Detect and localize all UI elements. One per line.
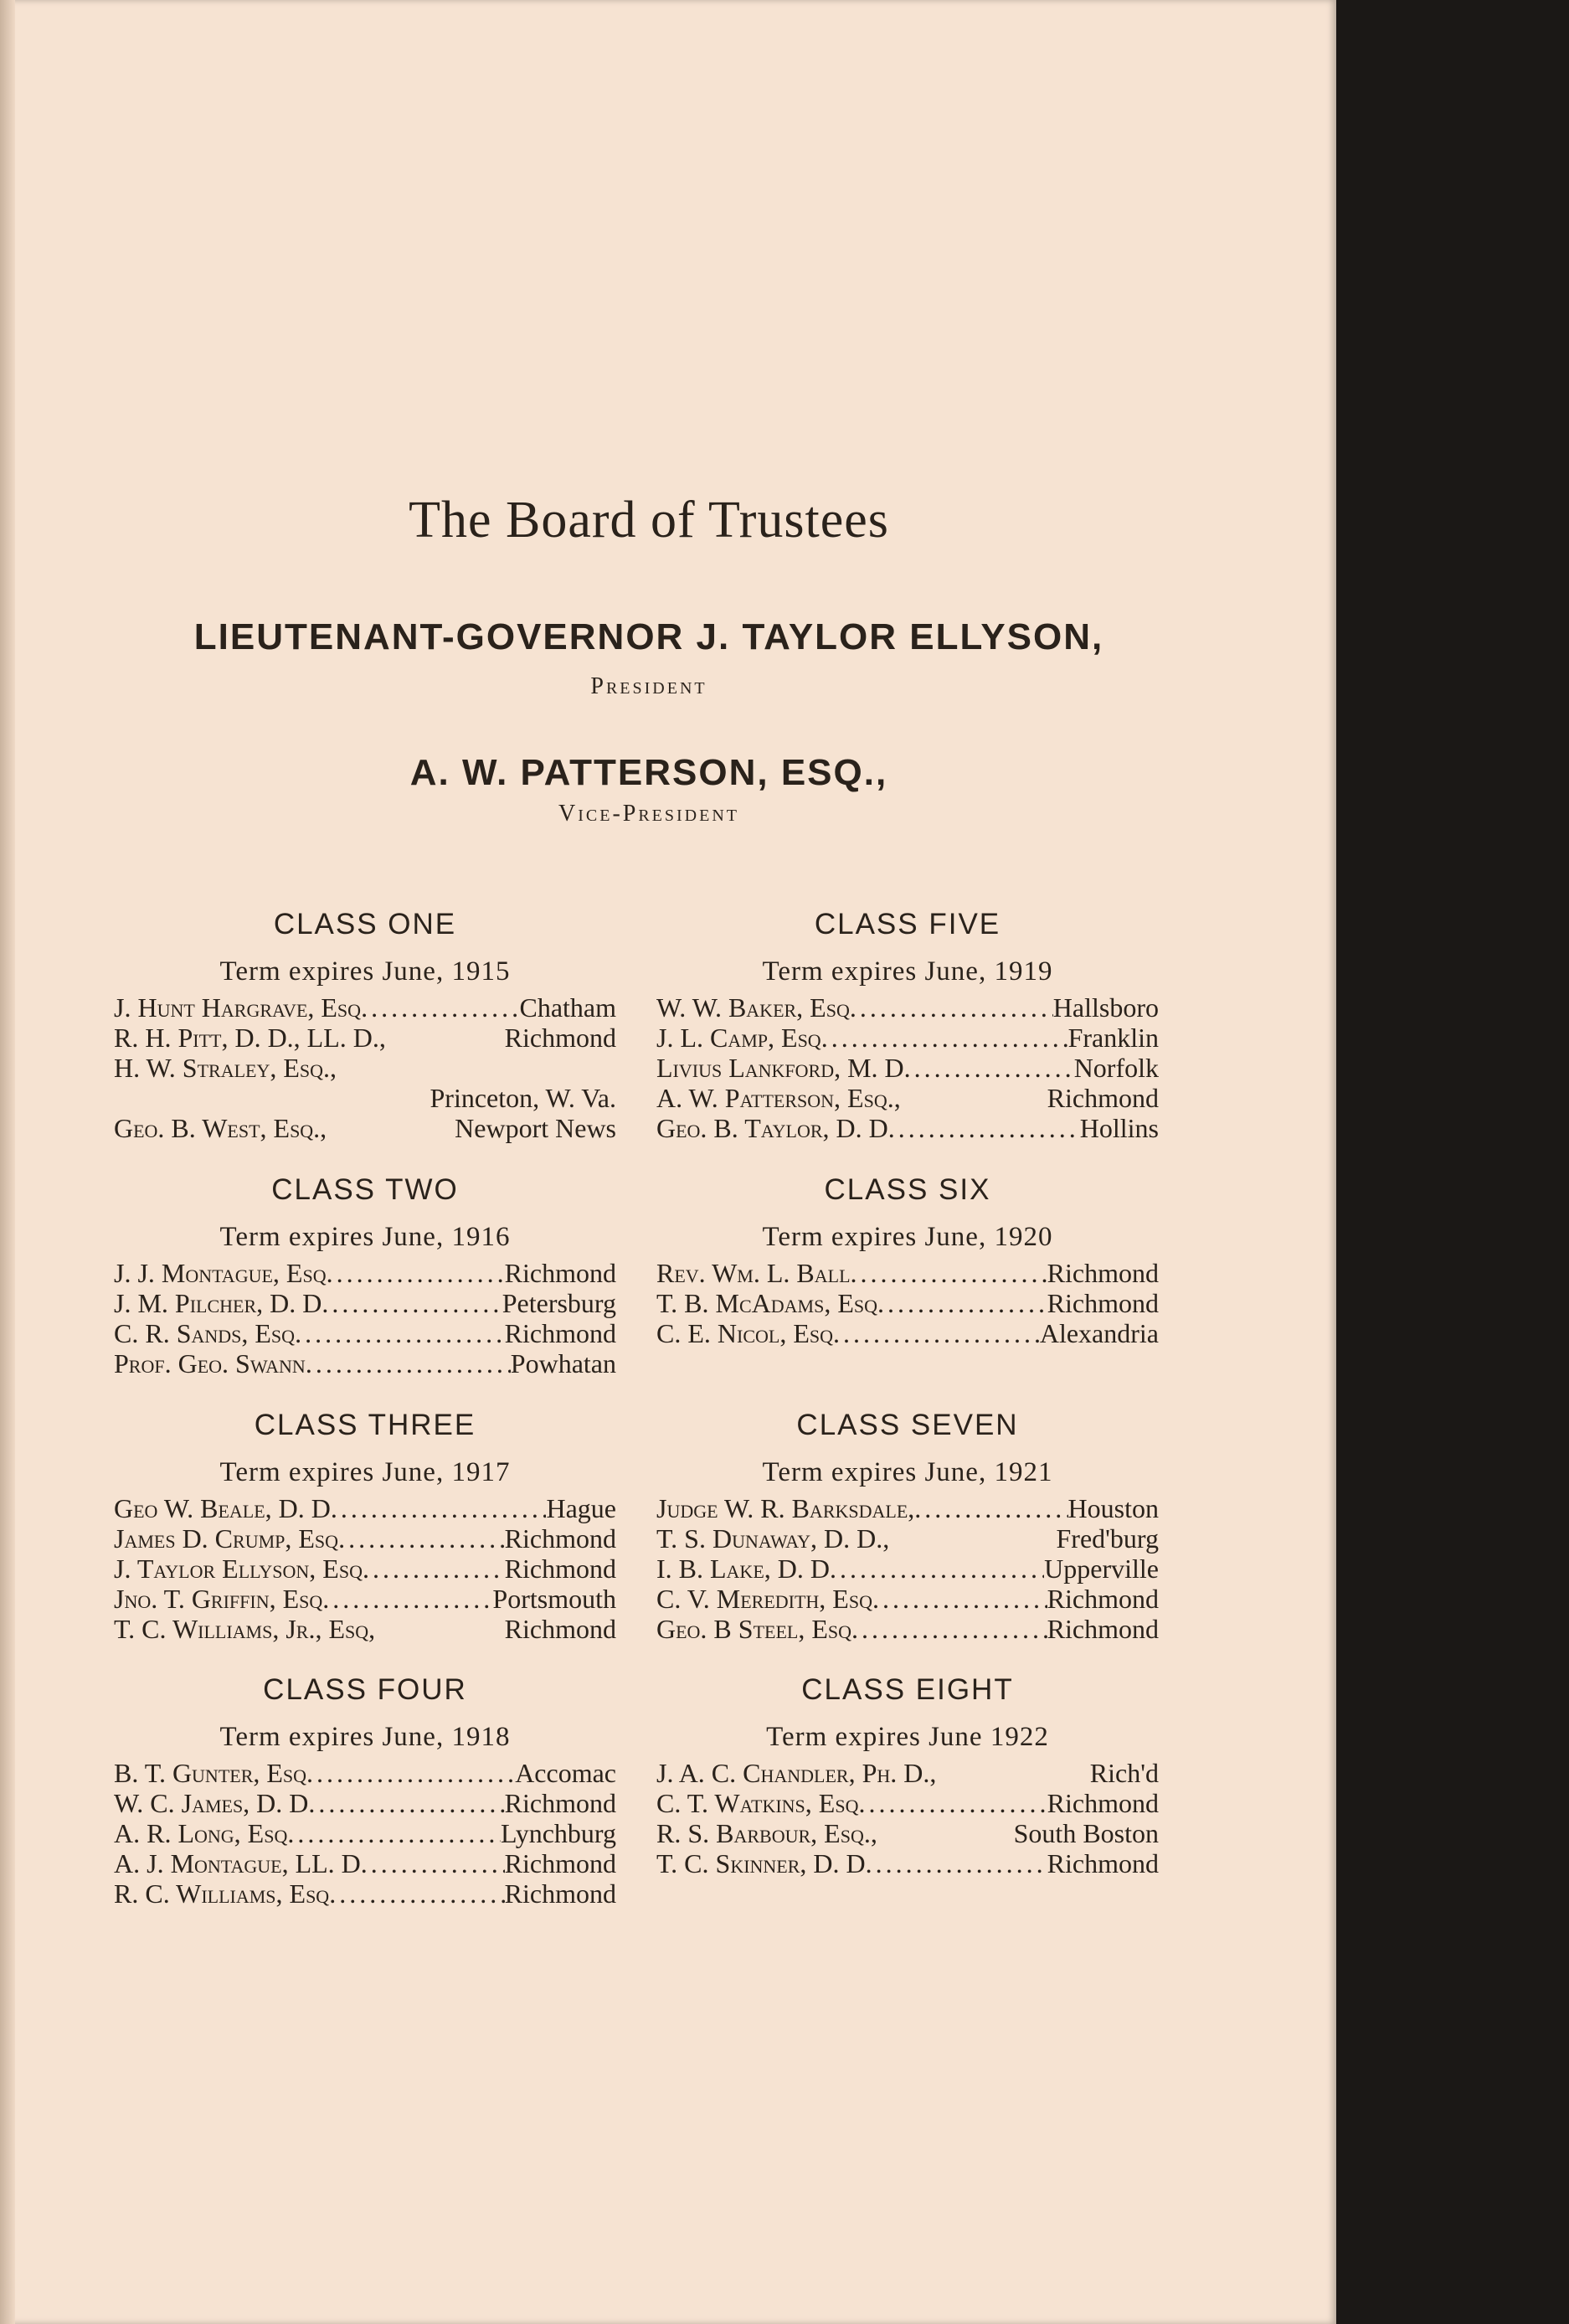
trustee-class [656,1172,1159,1348]
trustee-place: Norfolk [1073,1053,1159,1083]
trustee-entry [114,1258,616,1288]
trustee-entry [114,1848,616,1878]
class-term: Term expires June 1922 [766,1722,1049,1752]
trustee-entry [656,1758,1159,1788]
trustee-name: C. T. Watkins, Esq [656,1788,859,1818]
president-name: LIEUTENANT-GOVERNOR J. TAYLOR ELLYSON, [193,616,1104,657]
class-term: Term expires June, 1918 [219,1722,511,1752]
trustee-place: Princeton, W. Va. [430,1083,616,1113]
trustee-entry [656,1818,1159,1848]
leader-dots [833,1318,1040,1348]
trustee-name: J. M. Pilcher, D. D [114,1288,322,1318]
leader-dots [877,1288,1047,1318]
entry-spacer [386,1023,505,1053]
trustee-entry [656,992,1159,1023]
trustee-name: T. C. Williams, Jr., Esq, [114,1614,376,1644]
trustee-entry [656,1614,1159,1644]
leader-dots [361,992,519,1023]
trustee-name: C. R. Sands, Esq [114,1318,296,1348]
entry-spacer [375,1614,505,1644]
trustee-place: Hague [546,1493,616,1523]
trustee-entry [114,1584,616,1614]
trustee-place: Richmond [504,1614,616,1644]
trustee-place: Rich'd [1089,1758,1159,1788]
trustee-entry [114,1023,616,1053]
class-term: Term expires June, 1920 [762,1222,1053,1252]
trustee-class [114,1172,616,1378]
trustee-entry [114,1758,616,1788]
class-heading: CLASS FOUR [263,1673,467,1706]
leader-dots [306,1348,511,1378]
trustee-entry [656,1023,1159,1053]
leader-dots [295,1318,505,1348]
trustee-name: Geo. B Steel, Esq [656,1614,851,1644]
trustee-entry [656,1318,1159,1348]
trustee-entry [656,1083,1159,1113]
trustee-entry [656,1788,1159,1818]
trustee-place: Houston [1067,1493,1159,1523]
trustee-place: Richmond [1047,1848,1159,1878]
trustee-entry [114,1554,616,1584]
trustee-place: Hollins [1079,1113,1159,1143]
trustee-entry [114,1788,616,1818]
trustee-name: Jno. T. Griffin, Esq [114,1584,323,1614]
entry-spacer [889,1523,1056,1554]
trustee-name: R. H. Pitt, D. D., LL. D., [114,1023,386,1053]
trustee-class [114,1672,616,1909]
leader-dots [338,1523,505,1554]
leader-dots [308,1788,504,1818]
trustee-name: C. E. Nicol, Esq [656,1318,833,1348]
vice-president-role: Vice-President [558,801,739,827]
leader-dots [888,1113,1080,1143]
trustee-place: Alexandria [1039,1318,1159,1348]
trustee-class [656,907,1159,1143]
entry-spacer [337,1053,616,1083]
leader-dots [331,1493,547,1523]
trustee-entry [656,1053,1159,1083]
class-heading: CLASS SEVEN [796,1409,1019,1441]
trustee-entry [656,1848,1159,1878]
trustee-place: Hallsboro [1052,992,1159,1023]
trustee-place: Richmond [504,1554,616,1584]
trustee-place: Richmond [504,1318,616,1348]
entry-spacer [936,1758,1089,1788]
trustee-name: C. V. Meredith, Esq [656,1584,872,1614]
trustee-name: A. W. Patterson, Esq., [656,1083,901,1113]
trustee-entry [114,1523,616,1554]
trustee-entry [114,1083,616,1113]
trustee-entry [114,1053,616,1083]
leader-dots [329,1878,504,1909]
entry-spacer [901,1083,1047,1113]
trustee-name: Geo W. Beale, D. D [114,1493,331,1523]
vice-president-name: A. W. PATTERSON, ESQ., [409,752,888,793]
trustee-name: Geo. B. Taylor, D. D [656,1113,888,1143]
trustee-entry [114,1113,616,1143]
trustee-place: South Boston [1013,1818,1159,1848]
trustee-place: Richmond [1047,1288,1159,1318]
trustee-name: A. R. Long, Esq [114,1818,288,1848]
trustee-entry [656,1554,1159,1584]
trustee-class [656,1408,1159,1644]
trustee-entry [656,1523,1159,1554]
trustee-entry [114,1348,616,1378]
trustee-entry [656,1258,1159,1288]
trustee-name: J. Taylor Ellyson, Esq [114,1554,363,1584]
trustee-name: James D. Crump, Esq [114,1523,339,1554]
leader-dots [287,1818,501,1848]
trustee-place: Richmond [504,1878,616,1909]
leader-dots [322,1584,492,1614]
leader-dots [866,1848,1047,1878]
page-edge [0,0,15,2324]
trustee-place: Richmond [504,1788,616,1818]
trustee-entry [656,1288,1159,1318]
trustee-class [114,907,616,1143]
leader-dots [851,1614,1047,1644]
trustee-place: Lynchburg [500,1818,616,1848]
class-heading: CLASS THREE [254,1409,476,1441]
leader-dots [830,1554,1044,1584]
trustee-place: Richmond [504,1023,616,1053]
trustee-name: Judge W. R. Barksdale, [656,1493,915,1523]
trustee-name: Geo. B. West, Esq., [114,1113,327,1143]
trustee-name: H. W. Straley, Esq., [114,1053,337,1083]
trustee-class [114,1408,616,1644]
trustee-entry [656,1493,1159,1523]
trustee-place: Richmond [1047,1788,1159,1818]
class-heading: CLASS FIVE [814,908,1001,940]
trustee-name: W. C. James, D. D [114,1788,309,1818]
trustee-place: Richmond [504,1848,616,1878]
leader-dots [361,1848,505,1878]
leader-dots [858,1788,1047,1818]
trustee-place: Richmond [504,1523,616,1554]
page-title: The Board of Trustees [409,492,889,549]
trustee-place: Richmond [1047,1258,1159,1288]
class-heading: CLASS TWO [271,1173,459,1206]
leader-dots [914,1493,1067,1523]
leader-dots [872,1584,1047,1614]
trustee-entry [114,1878,616,1909]
trustee-name: A. J. Montague, LL. D [114,1848,361,1878]
trustee-place: Accomac [515,1758,616,1788]
trustee-place: Franklin [1067,1023,1159,1053]
class-heading: CLASS EIGHT [801,1673,1014,1706]
class-term: Term expires June, 1916 [219,1222,511,1252]
leader-dots [363,1554,505,1584]
president-role: President [590,673,707,699]
trustee-place: Powhatan [510,1348,616,1378]
trustee-name: R. C. Williams, Esq [114,1878,330,1909]
trustee-place: Newport News [455,1113,616,1143]
trustee-entry [656,1584,1159,1614]
leader-dots [904,1053,1074,1083]
trustee-entry [114,1614,616,1644]
trustee-entry [114,1318,616,1348]
trustee-name: Livius Lankford, M. D [656,1053,904,1083]
trustee-name: R. S. Barbour, Esq., [656,1818,877,1848]
trustee-place: Fred'burg [1056,1523,1159,1554]
trustee-name: B. T. Gunter, Esq [114,1758,307,1788]
leader-dots [322,1288,502,1318]
trustee-name: J. A. C. Chandler, Ph. D., [656,1758,937,1788]
trustee-place: Portsmouth [492,1584,616,1614]
class-term: Term expires June, 1919 [762,956,1053,987]
class-heading: CLASS SIX [824,1173,991,1206]
entry-spacer [327,1113,455,1143]
trustee-entry [656,1113,1159,1143]
trustee-place: Chatham [519,992,616,1023]
trustee-name: Rev. Wm. L. Ball [656,1258,851,1288]
leader-dots [851,1258,1047,1288]
leader-dots [327,1258,505,1288]
trustee-name: W. W. Baker, Esq [656,992,850,1023]
leader-dots [821,1023,1068,1053]
trustee-place: Upperville [1044,1554,1159,1584]
trustee-name: I. B. Lake, D. D [656,1554,830,1584]
entry-spacer [877,1818,1014,1848]
trustee-entry [114,1493,616,1523]
trustee-name: T. B. McAdams, Esq [656,1288,877,1318]
trustee-class [656,1672,1159,1878]
leader-dots [306,1758,515,1788]
leader-dots [850,992,1053,1023]
trustee-name: T. C. Skinner, D. D [656,1848,866,1878]
trustee-name: Prof. Geo. Swann [114,1348,306,1378]
trustee-name: J. L. Camp, Esq [656,1023,821,1053]
class-term: Term expires June, 1921 [762,1457,1053,1487]
class-term: Term expires June, 1915 [219,956,511,987]
trustee-place: Richmond [1047,1584,1159,1614]
trustee-name: J. J. Montague, Esq [114,1258,327,1288]
trustee-entry [114,1818,616,1848]
trustee-entry [114,1288,616,1318]
trustee-place: Richmond [1047,1083,1159,1113]
class-term: Term expires June, 1917 [219,1457,511,1487]
trustee-name: T. S. Dunaway, D. D., [656,1523,890,1554]
trustee-place: Richmond [504,1258,616,1288]
trustee-place: Richmond [1047,1614,1159,1644]
class-heading: CLASS ONE [273,908,457,940]
trustee-entry [114,992,616,1023]
trustee-name: J. Hunt Hargrave, Esq [114,992,362,1023]
trustee-place: Petersburg [502,1288,616,1318]
